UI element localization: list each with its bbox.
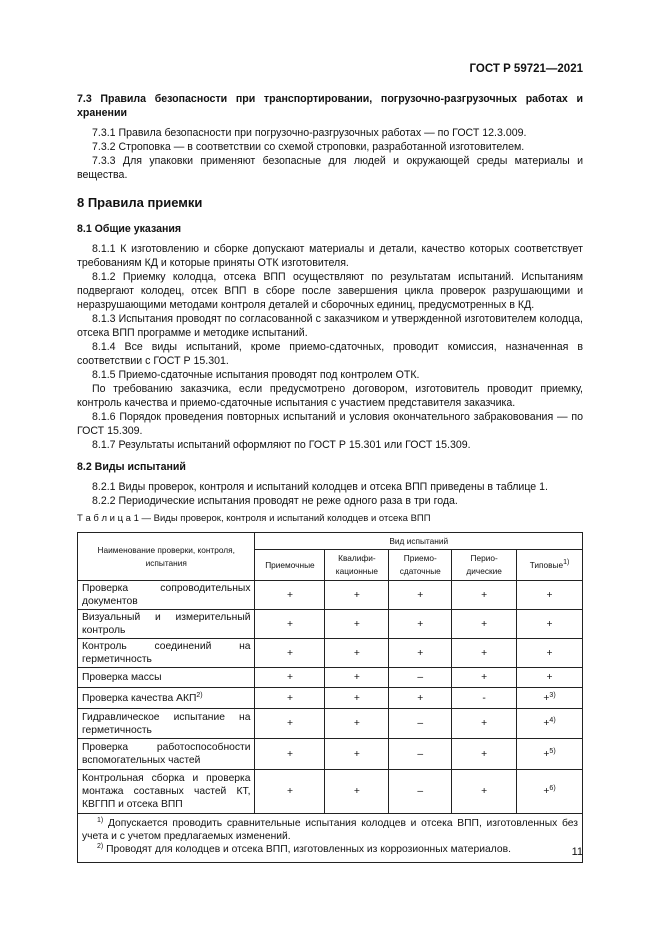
cell-value xyxy=(452,770,517,814)
paragraph: 7.3.3 Для упаковки применяют безопасные для людей и окружающей среды материалы и вещества. xyxy=(77,155,583,181)
cell-value xyxy=(255,688,325,709)
cell-value xyxy=(389,770,452,814)
footnote-ref: 6) xyxy=(549,785,556,792)
cell-mark: + xyxy=(543,718,550,729)
cell-value xyxy=(325,668,389,688)
footnote xyxy=(82,817,578,843)
table-row xyxy=(78,739,583,770)
section-7-3 xyxy=(77,92,583,508)
cell-value xyxy=(389,581,452,610)
cell-value xyxy=(255,770,325,814)
column-group-header: Вид испытаний xyxy=(255,533,583,550)
cell-value xyxy=(517,581,583,610)
cell-value xyxy=(389,739,452,770)
row-name-text: Проверка качества АКП xyxy=(82,692,197,704)
paragraph: 7.3.1 Правила безопасности при погрузочно-разгрузочных работах — по ГОСТ 12.3.009. xyxy=(92,127,527,139)
cell-value xyxy=(325,688,389,709)
cell-mark: + xyxy=(417,618,424,630)
cell-mark: + xyxy=(286,589,293,601)
cell-mark: + xyxy=(286,672,293,683)
paragraph: 8.1.4 Все виды испытаний, кроме приемо-сдаточных, проводит комиссия, назначенная в соответствии с ГОСТ Р 15.301. xyxy=(77,341,583,367)
row-name xyxy=(78,668,255,688)
cell-mark: + xyxy=(286,618,293,630)
cell-mark: + xyxy=(286,692,293,704)
column-header xyxy=(389,550,452,581)
section-heading: 8.1 Общие указания xyxy=(77,223,182,235)
cell-mark: - xyxy=(482,692,486,704)
cell-value xyxy=(389,709,452,739)
cell-mark: + xyxy=(481,618,488,630)
column-header-label: Типовые xyxy=(529,559,564,570)
cell-value xyxy=(517,639,583,668)
cell-mark: + xyxy=(481,647,488,659)
cell-mark: + xyxy=(543,786,550,797)
column-header xyxy=(517,550,583,581)
column-header-label: Приемочные xyxy=(265,559,315,570)
cell-mark: + xyxy=(286,748,293,760)
document-header: ГОСТ Р 59721—2021 xyxy=(469,63,583,75)
table-row xyxy=(78,709,583,739)
cell-value xyxy=(452,739,517,770)
column-header-label: Приемо-сдаточные xyxy=(399,553,441,576)
footnote-text: Проводят для колодцев и отсека ВПП, изготовленных из коррозионных материалов. xyxy=(106,844,511,855)
column-header-label: Квалифи-кационные xyxy=(335,553,378,576)
cell-value xyxy=(517,688,583,709)
cell-value xyxy=(517,739,583,770)
row-name xyxy=(78,770,255,814)
cell-mark: + xyxy=(286,718,293,729)
paragraph: 8.1.6 Порядок проведения повторных испытаний и условия окончательного забраковования — по ГОСТ 15.309. xyxy=(77,411,583,437)
column-header xyxy=(452,550,517,581)
cell-mark: + xyxy=(543,692,550,704)
caption-label: Т а б л и ц а xyxy=(77,513,131,524)
table-row xyxy=(78,581,583,610)
footnote-ref: 4) xyxy=(549,717,556,724)
paragraph: 8.2.2 Периодические испытания проводят не реже одного раза в три года. xyxy=(92,495,458,507)
paragraph: 8.1.3 Испытания проводят по согласованной с заказчиком и утвержденной изготовителем колодца, отсека ВПП программе и методике испытаний. xyxy=(77,313,583,339)
table-caption xyxy=(77,513,431,524)
cell-value xyxy=(517,610,583,639)
cell-mark: + xyxy=(481,718,488,729)
cell-mark: + xyxy=(353,692,360,704)
column-header-label: Перио-дические xyxy=(466,553,502,576)
footnote-ref: 3) xyxy=(549,691,556,699)
footnote-ref: 2) xyxy=(196,691,203,699)
paragraph: По требованию заказчика, если предусмотрено договором, изготовитель проводит приемку, контроль качества и приемо-сдаточные испытания с участием представителя заказчика. xyxy=(77,383,583,409)
table-footnotes xyxy=(78,814,583,863)
chapter-heading: 8 Правила приемки xyxy=(77,195,203,210)
cell-value xyxy=(389,668,452,688)
column-header-name: Наименование проверки, контроля, испытания xyxy=(78,533,255,581)
cell-mark: + xyxy=(417,589,424,601)
cell-value xyxy=(389,610,452,639)
cell-mark: – xyxy=(417,718,424,729)
cell-value xyxy=(325,770,389,814)
cell-mark: + xyxy=(481,748,488,760)
row-name-text: Гидравлическое испытание на герметичность xyxy=(82,711,251,736)
cell-value xyxy=(452,610,517,639)
table-row xyxy=(78,610,583,639)
cell-value xyxy=(389,688,452,709)
cell-value xyxy=(452,639,517,668)
section-heading: 8.2 Виды испытаний xyxy=(77,461,186,473)
row-name xyxy=(78,581,255,610)
paragraph: 8.1.2 Приемку колодца, отсека ВПП осуществляют по результатам испытаний. Испытаниям подвергают колодец, отсек ВПП в сборе после завершения цикла проверок разрушающими и неразрушающими методами контроля деталей и сборочных единиц, предусмотренных в КД. xyxy=(77,271,583,311)
cell-mark: + xyxy=(353,786,360,797)
section-heading: 7.3 Правила безопасности при транспортировании, погрузочно-разгрузочных работах и хранении xyxy=(77,93,583,119)
paragraph: 7.3.2 Строповка — в соответствии со схемой строповки, разработанной изготовителем. xyxy=(92,141,525,153)
row-name-text: Контроль соединений на герметичность xyxy=(82,641,251,665)
cell-value xyxy=(255,581,325,610)
cell-value xyxy=(325,709,389,739)
cell-value xyxy=(255,639,325,668)
footnote-mark: 1) xyxy=(97,817,104,824)
cell-mark: + xyxy=(546,647,553,659)
row-name xyxy=(78,739,255,770)
column-header xyxy=(255,550,325,581)
row-name-text: Контрольная сборка и проверка монтажа составных частей КТ, КВГПП и отсека ВПП xyxy=(82,773,251,810)
cell-mark: + xyxy=(353,718,360,729)
footnote-text: Допускается проводить сравнительные испытания колодцев и отсека ВПП, изготовленных без учета и с учетом предлагаемых изменений. xyxy=(82,818,578,842)
table-row xyxy=(78,639,583,668)
cell-value xyxy=(517,770,583,814)
cell-mark: + xyxy=(481,786,488,797)
row-name xyxy=(78,639,255,668)
paragraph: 8.1.1 К изготовлению и сборке допускают материалы и детали, качество которых соответствует требованиям КД и которые приняты ОТК изготовителя. xyxy=(77,243,583,269)
cell-value xyxy=(452,581,517,610)
cell-mark: – xyxy=(417,748,424,760)
table-row xyxy=(78,668,583,688)
row-name-text: Визуальный и измерительный контроль xyxy=(82,612,251,636)
cell-value xyxy=(389,639,452,668)
cell-value xyxy=(517,668,583,688)
cell-mark: + xyxy=(417,647,424,659)
cell-value xyxy=(325,610,389,639)
footnote-mark: 2) xyxy=(97,843,104,850)
cell-mark: + xyxy=(353,589,360,601)
cell-mark: + xyxy=(353,748,360,760)
cell-value xyxy=(255,709,325,739)
cell-value xyxy=(325,739,389,770)
row-name xyxy=(78,688,255,709)
page-number: 11 xyxy=(571,846,583,858)
cell-mark: + xyxy=(286,786,293,797)
cell-value xyxy=(452,688,517,709)
cell-value xyxy=(255,739,325,770)
cell-value xyxy=(452,709,517,739)
footnote-ref: 1) xyxy=(563,558,570,566)
paragraph: 8.1.7 Результаты испытаний оформляют по ГОСТ Р 15.301 или ГОСТ 15.309. xyxy=(92,439,471,451)
cell-mark: + xyxy=(546,589,553,601)
cell-mark: + xyxy=(353,618,360,630)
footnote xyxy=(82,843,578,856)
cell-mark: + xyxy=(286,647,293,659)
footnotes-cell xyxy=(78,814,583,863)
row-name xyxy=(78,610,255,639)
cell-mark: + xyxy=(546,672,553,683)
cell-mark: – xyxy=(417,786,424,797)
table-row xyxy=(78,770,583,814)
paragraph: 8.1.5 Приемо-сдаточные испытания проводят под контролем ОТК. xyxy=(92,369,420,381)
row-name xyxy=(78,709,255,739)
cell-value xyxy=(255,668,325,688)
cell-mark: + xyxy=(543,748,550,760)
cell-mark: + xyxy=(481,672,488,683)
cell-value xyxy=(517,709,583,739)
cell-value xyxy=(325,639,389,668)
cell-mark: + xyxy=(353,672,360,683)
row-name-text: Проверка массы xyxy=(82,672,162,683)
cell-mark: + xyxy=(353,647,360,659)
footnote-ref: 5) xyxy=(549,747,556,755)
cell-value xyxy=(452,668,517,688)
paragraph: 8.2.1 Виды проверок, контроля и испытаний колодцев и отсека ВПП приведены в таблице 1. xyxy=(92,481,548,493)
column-header xyxy=(325,550,389,581)
caption-text: 1 — Виды проверок, контроля и испытаний колодцев и отсека ВПП xyxy=(133,513,431,524)
cell-value xyxy=(255,610,325,639)
cell-mark: + xyxy=(546,618,553,630)
inspection-types-table xyxy=(77,532,583,863)
cell-value xyxy=(325,581,389,610)
row-name-text: Проверка сопроводительных документов xyxy=(82,583,251,607)
cell-mark: – xyxy=(417,672,424,683)
cell-mark: + xyxy=(417,692,424,704)
table-row xyxy=(78,688,583,709)
cell-mark: + xyxy=(481,589,488,601)
row-name-text: Проверка работоспособности вспомогательных частей xyxy=(82,742,251,766)
